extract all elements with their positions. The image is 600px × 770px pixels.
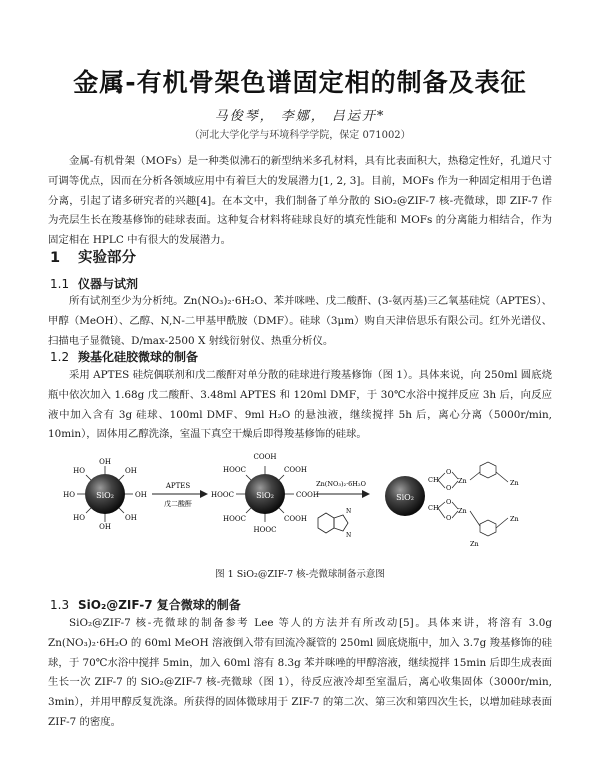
authors: 马俊琴， 李娜， 吕运开* bbox=[214, 109, 386, 124]
reaction-arrow-2 bbox=[316, 480, 370, 539]
ho-label: HO bbox=[63, 491, 75, 499]
subsection-number: 1.1 bbox=[50, 277, 70, 291]
o-label: O bbox=[446, 484, 452, 492]
o-label: O bbox=[446, 498, 452, 506]
n-label: N bbox=[346, 532, 352, 539]
subsection-heading-1-3 bbox=[50, 596, 241, 613]
o-label: O bbox=[446, 514, 452, 522]
paragraph-1-1: 所有试剂至少为分析纯。Zn(NO₃)₂·6H₂O、苯并咪唑、戊二酸酐、(3-氨丙基)三乙氧基硅烷（APTES）、甲醇（MeOH）、乙醇、N,N-二甲基甲酰胺（DMF）。硅球（3μm）购自天津倍思乐有限公司。红外光谱仪、扫描电子显微镜、D/max-2500 X 射线衍射仪、热重分析仪。 bbox=[48, 295, 552, 347]
reagent-label: 戊二酸酐 bbox=[164, 500, 192, 508]
reagent-label: APTES bbox=[165, 482, 191, 490]
oh-label: OH bbox=[99, 458, 111, 466]
cooh-label: COOH bbox=[284, 466, 307, 474]
n-label: N bbox=[346, 508, 352, 515]
oh-label: OH bbox=[99, 523, 111, 531]
cooh-label: COOH bbox=[284, 515, 307, 523]
section-heading-1 bbox=[50, 246, 136, 267]
hooc-label: HOOC bbox=[253, 526, 277, 534]
ho-label: HO bbox=[73, 514, 85, 522]
figure-1-scheme bbox=[60, 452, 540, 560]
figure-1-caption: 图 1 SiO₂@ZIF-7 核-壳微球制备示意图 bbox=[215, 569, 385, 580]
affiliation: （河北大学化学与环境科学学院，保定 071002） bbox=[189, 130, 411, 141]
ch-label: CH bbox=[428, 504, 439, 512]
zif7-core-shell-sphere bbox=[385, 462, 519, 548]
sphere-label: SiO₂ bbox=[96, 491, 114, 500]
zn-label: Zn bbox=[458, 507, 467, 515]
intro-paragraph: 金属-有机骨架（MOFs）是一种类似沸石的新型纳米多孔材料，具有比表面积大，热稳定性好，孔道尺寸可调等优点，因而在分析各领域应用中有着巨大的发展潜力[1, 2, 3]。目前，MOFs 作为一种固定相用于色谱分离，引起了诸多研究者的兴趣[4]。在本文中，我们制备了单分散的 SiO₂@ZIF-7 核-壳微球，即 ZIF-7 作为壳层生长在羧基修饰的硅球表面。这种复合材料将硅球良好的填充性能和 MOFs 的分离能力相结合，作为固定相在 HPLC 中有很大的发展潜力。 bbox=[48, 155, 552, 247]
paragraph-1-3: SiO₂@ZIF-7 核-壳微球的制备参考 Lee 等人的方法并有所改动[5]。具体来讲，将溶有 3.0g Zn(NO₃)₂·6H₂O 的 60ml MeOH 溶液倒入带有回流冷凝管的 250ml 圆底烧瓶中，加入 3.7g 羧基修饰的硅球，于 70℃水浴中搅拌 5min，加入 60ml 溶有 8.3g 苯并咪唑的甲醇溶液，继续搅拌 15min 后即生成表面生长一次 ZIF-7 的 SiO₂@ZIF-7 核-壳微球（图 1），待反应液冷却至室温后，离心收集固体（3000r/min, 3min），并用甲醇反复洗涤。所获得的固体微球用于 ZIF-7 的第二次、第三次和第四次生长，以增加硅球表面 ZIF-7 的密度。 bbox=[48, 617, 552, 728]
cooh-label: COOH bbox=[296, 491, 319, 499]
subsection-number: 1.3 bbox=[50, 598, 70, 612]
zn-label: Zn bbox=[510, 479, 519, 487]
oh-label: OH bbox=[125, 514, 137, 522]
o-label: O bbox=[446, 468, 452, 476]
zn-label: Zn bbox=[470, 540, 479, 548]
carboxyl-sphere bbox=[211, 453, 319, 534]
paper-title: 金属-有机骨架色谱固定相的制备及表征 bbox=[73, 68, 527, 97]
subsection-heading-1-2 bbox=[50, 348, 198, 365]
hooc-label: HOOC bbox=[211, 491, 234, 499]
reagent-label: Zn(NO₃)₂·6H₂O bbox=[316, 480, 366, 488]
section-number: 1 bbox=[50, 250, 61, 266]
oh-label: OH bbox=[135, 491, 147, 499]
sphere-label: SiO₂ bbox=[256, 491, 274, 500]
sphere-label: SiO₂ bbox=[396, 493, 414, 502]
zn-label: Zn bbox=[510, 515, 519, 523]
zn-label: Zn bbox=[458, 477, 467, 485]
oh-label: OH bbox=[125, 467, 137, 475]
subsection-number: 1.2 bbox=[50, 350, 70, 364]
reaction-arrow-1 bbox=[152, 482, 208, 508]
ch-label: CH bbox=[428, 476, 439, 484]
silica-sphere-bare bbox=[63, 458, 147, 531]
section-title: 实验部分 bbox=[78, 250, 136, 266]
hooc-label: HOOC bbox=[223, 466, 246, 474]
subsection-title: SiO₂@ZIF-7 复合微球的制备 bbox=[78, 598, 241, 612]
paragraph-1-2: 采用 APTES 硅烷偶联剂和戊二酸酐对单分散的硅球进行羧基修饰（图 1）。具体来说，向 250ml 圆底烧瓶中依次加入 1.68g 戊二酸酐、3.48ml APTES 和 120ml DMF，于 30℃水浴中搅拌反应 3h 后，向反应液中加入含有 3g 硅球、100ml DMF、9ml H₂O 的悬浊液，继续搅拌 5h 后，离心分离（5000r/min, 10min），固体用乙醇洗涤，室温下真空干燥后即得羧基修饰的硅球。 bbox=[48, 369, 552, 441]
subsection-title: 羧基化硅胶微球的制备 bbox=[78, 350, 199, 364]
hooc-label: HOOC bbox=[223, 515, 246, 523]
subsection-heading-1-1 bbox=[50, 275, 138, 292]
benzimidazole-structure bbox=[318, 513, 348, 533]
cooh-label: COOH bbox=[253, 453, 277, 461]
subsection-title: 仪器与试剂 bbox=[78, 277, 139, 291]
ho-label: HO bbox=[73, 467, 85, 475]
